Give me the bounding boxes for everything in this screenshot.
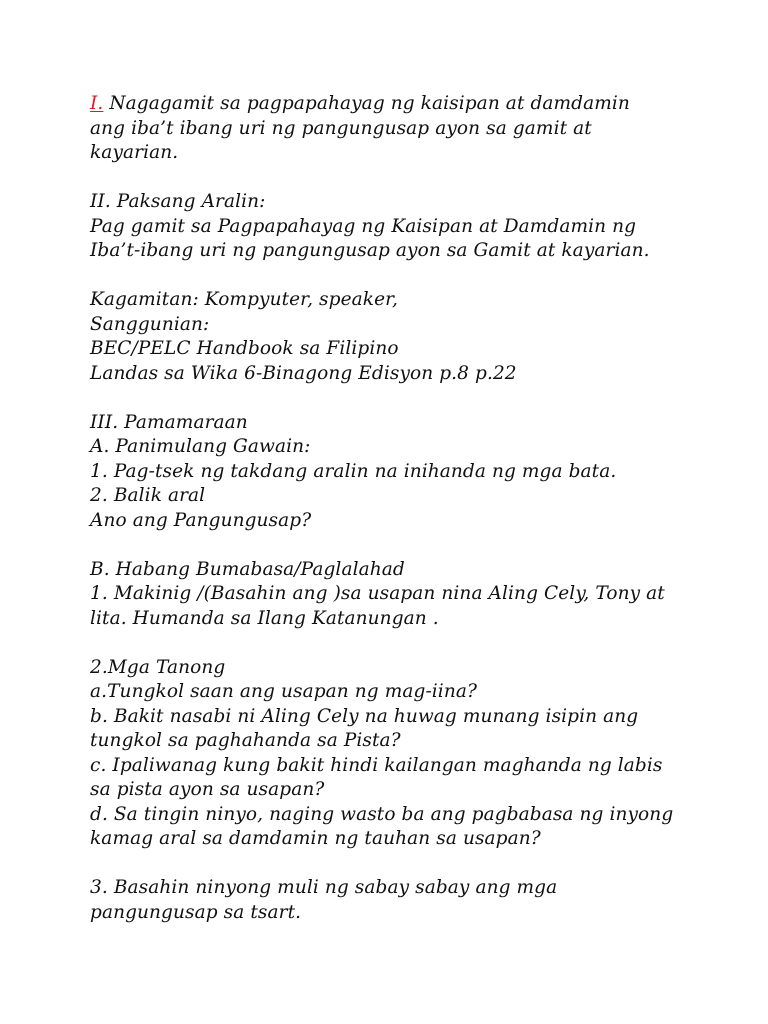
subject-matter-section bbox=[90, 190, 750, 264]
lesson-plan-document bbox=[90, 92, 750, 925]
spacer bbox=[90, 386, 750, 411]
spacer bbox=[90, 166, 750, 191]
subject-matter-line-1: Pag gamit sa Pagpapahayag ng Kaisipan at Damdamin ng bbox=[90, 215, 637, 237]
materials-line-2: Sanggunian: bbox=[90, 313, 210, 335]
reading-line-1: B. Habang Bumabasa/Paglalahad bbox=[90, 558, 405, 580]
questions-line-2: a.Tungkol saan ang usapan ng mag-iina? bbox=[90, 681, 477, 702]
procedure-heading: III. Pamamaraan bbox=[90, 411, 248, 433]
questions-line-6: sa pista ayon sa usapan? bbox=[90, 779, 325, 800]
procedure-line-4: Ano ang Pangungusap? bbox=[90, 509, 312, 531]
spacer bbox=[90, 631, 750, 656]
procedure-section bbox=[90, 411, 750, 534]
objective-line-1 bbox=[90, 92, 750, 117]
questions-line-1: 2.Mga Tanong bbox=[90, 656, 226, 678]
reading-section bbox=[90, 558, 750, 632]
task-line-1: 3. Basahin ninyong muli ng sabay sabay ang mga bbox=[90, 877, 558, 898]
reading-line-2: 1. Makinig /(Basahin ang )sa usapan nina Aling Cely, Tony at bbox=[90, 583, 665, 604]
task-line-2: pangungusap sa tsart. bbox=[90, 901, 302, 923]
spacer bbox=[90, 852, 750, 877]
questions-section bbox=[90, 656, 750, 852]
spacer bbox=[90, 264, 750, 289]
subject-matter-line-2: Iba’t-ibang uri ng pangungusap ayon sa Gamit at kayarian. bbox=[90, 240, 650, 261]
procedure-line-3: 2. Balik aral bbox=[90, 485, 206, 506]
questions-line-4: tungkol sa paghahanda sa Pista? bbox=[90, 730, 401, 751]
materials-line-1: Kagamitan: Kompyuter, speaker, bbox=[90, 289, 399, 310]
materials-line-3: BEC/PELC Handbook sa Filipino bbox=[90, 338, 399, 359]
objective-text-1: Nagagamit sa pagpapahayag ng kaisipan at damdamin bbox=[109, 93, 630, 114]
materials-line-4: Landas sa Wika 6-Binagong Edisyon p.8 p.22 bbox=[90, 362, 517, 384]
questions-line-8: kamag aral sa damdamin ng tauhan sa usapan? bbox=[90, 828, 541, 849]
objective-numeral: I. bbox=[90, 93, 104, 114]
objective-line-3: kayarian. bbox=[90, 142, 179, 163]
objective-section bbox=[90, 92, 750, 166]
subject-matter-heading: II. Paksang Aralin: bbox=[90, 191, 266, 212]
questions-line-7: d. Sa tingin ninyo, naging wasto ba ang pagbabasa ng inyong bbox=[90, 803, 674, 825]
questions-line-3: b. Bakit nasabi ni Aling Cely na huwag munang isipin ang bbox=[90, 705, 639, 727]
objective-line-2: ang iba’t ibang uri ng pangungusap ayon sa gamit at bbox=[90, 117, 592, 139]
task-section bbox=[90, 876, 750, 925]
reading-line-3: lita. Humanda sa Ilang Katanungan . bbox=[90, 607, 439, 629]
spacer bbox=[90, 533, 750, 558]
procedure-line-1: A. Panimulang Gawain: bbox=[90, 436, 311, 457]
materials-section bbox=[90, 288, 750, 386]
questions-line-5: c. Ipaliwanag kung bakit hindi kailangan maghanda ng labis bbox=[90, 754, 663, 776]
procedure-line-2: 1. Pag-tsek ng takdang aralin na inihanda ng mga bata. bbox=[90, 460, 617, 482]
